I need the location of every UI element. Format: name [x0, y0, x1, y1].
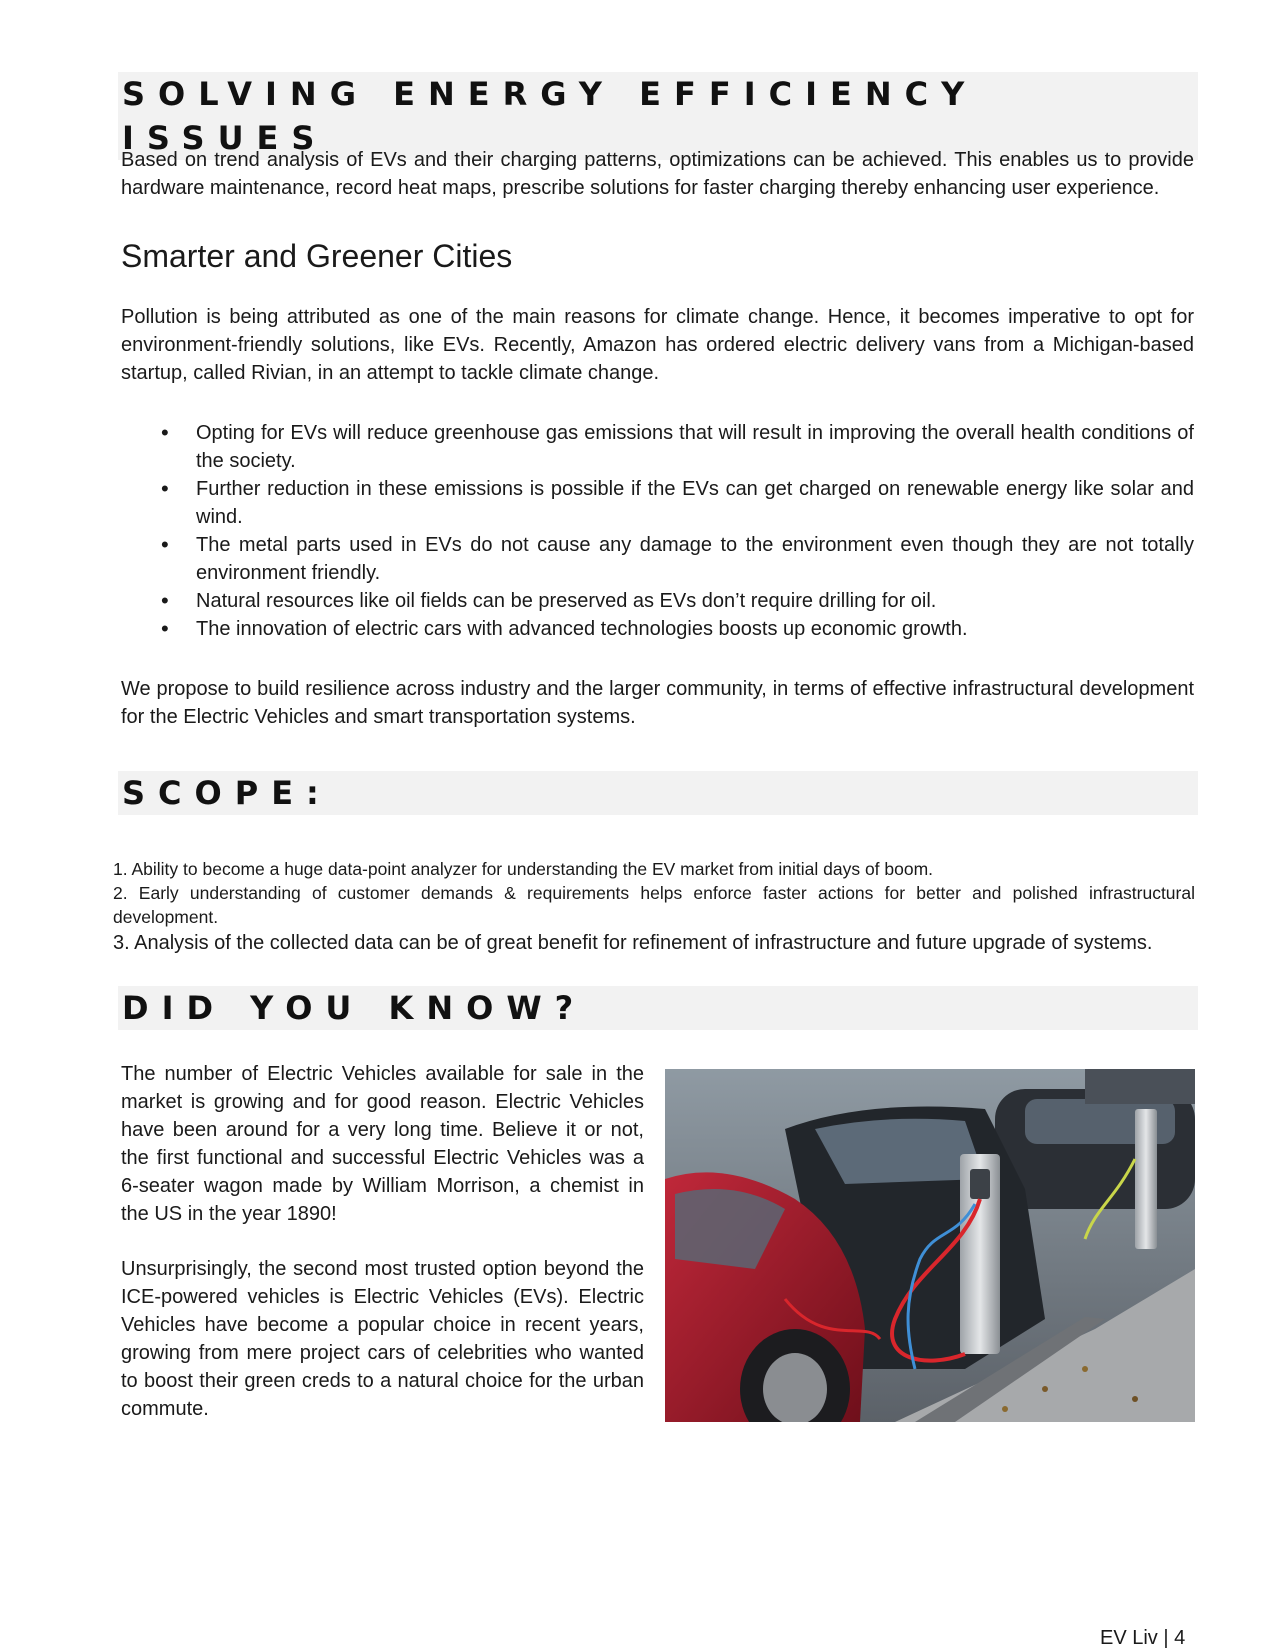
dyk-paragraph-2: Unsurprisingly, the second most trusted option beyond the ICE-powered vehicles is Electric Vehicles (EVs). Electric Vehicles have become a popular choice in recent years, growing from mere project cars of celebrities who wanted to boost their green creds to a natural choice for the urban commute.	[121, 1258, 644, 1420]
benefit-list	[121, 419, 1194, 643]
bullet-icon: •	[161, 588, 169, 613]
scope-item: 2. Early understanding of customer demands & requirements helps enforce faster actions for better and polished infrastructural development.	[113, 883, 1195, 927]
scope-item: 1. Ability to become a huge data-point analyzer for understanding the EV market from initial days of boom.	[113, 859, 934, 879]
bullet-icon: •	[161, 420, 169, 445]
greener-subheading: Smarter and Greener Cities	[121, 238, 513, 274]
list-item: • The innovation of electric cars with advanced technologies boosts up economic growth.	[161, 616, 968, 641]
list-item: • Opting for EVs will reduce greenhouse gas emissions that will result in improving the overall health conditions of the society.	[161, 420, 1194, 472]
greener-closing: We propose to build resilience across industry and the larger community, in terms of effective infrastructural development for the Electric Vehicles and smart transportation systems.	[121, 678, 1194, 728]
scope-heading-band	[118, 771, 1198, 815]
scope-list	[113, 857, 1195, 957]
ev-charging-photo	[665, 1069, 1195, 1422]
scope-item: 3. Analysis of the collected data can be of great benefit for refinement of infrastructure and future upgrade of systems.	[113, 932, 1153, 954]
energy-body: Based on trend analysis of EVs and their charging patterns, optimizations can be achieved. This enables us to provide hardware maintenance, record heat maps, prescribe solutions for faster charging thereby enhancing user experience.	[121, 149, 1194, 199]
greener-intro: Pollution is being attributed as one of the main reasons for climate change. Hence, it becomes imperative to opt for environment-friendly solutions, like EVs. Recently, Amazon has ordered electric delivery vans from a Michigan-based startup, called Rivian, in an attempt to tackle climate change.	[121, 306, 1194, 384]
scope-heading: SCOPE:	[122, 774, 332, 812]
bullet-icon: •	[161, 532, 169, 557]
page-footer: EV Liv | 4	[1100, 1627, 1186, 1649]
bullet-icon: •	[161, 616, 169, 641]
energy-heading: SOLVING ENERGY EFFICIENCY ISSUES	[122, 75, 978, 157]
list-item: • The metal parts used in EVs do not cause any damage to the environment even though they are not totally environment friendly.	[161, 532, 1194, 584]
dyk-paragraph-1: The number of Electric Vehicles available for sale in the market is growing and for good reason. Electric Vehicles have been around for a very long time. Believe it or not, the first functional and successful Electric Vehicles was a 6-seater wagon made by William Morrison, a chemist in the US in the year 1890!	[121, 1063, 644, 1225]
dyk-heading: DID YOU KNOW?	[122, 989, 587, 1027]
list-item: • Natural resources like oil fields can be preserved as EVs don’t require drilling for oil.	[161, 588, 937, 613]
bullet-icon: •	[161, 476, 169, 501]
list-item: • Further reduction in these emissions is possible if the EVs can get charged on renewable energy like solar and wind.	[161, 476, 1194, 528]
dyk-heading-band	[118, 986, 1198, 1030]
